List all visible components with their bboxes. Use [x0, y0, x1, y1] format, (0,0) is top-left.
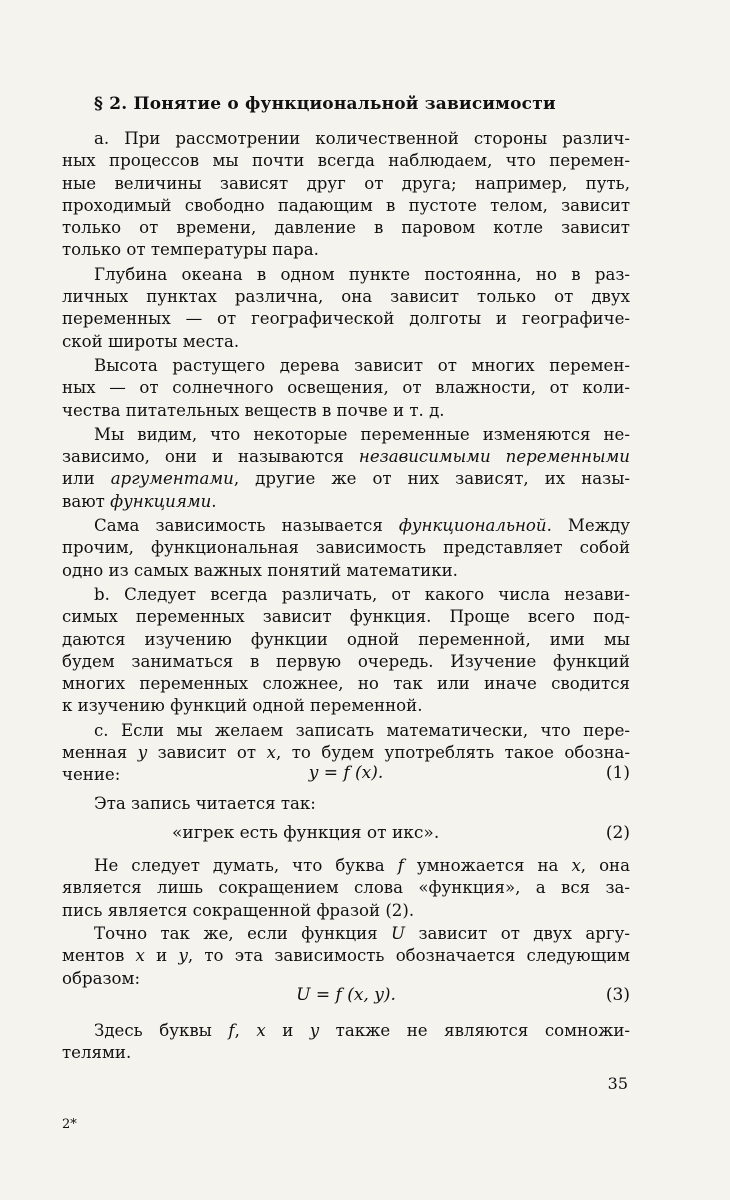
- formula-expression: y = f (x).: [308, 763, 384, 783]
- paragraph-b: [62, 584, 630, 718]
- text-line: менная y зависит от x, то будем употреблять такое обозна-: [62, 743, 631, 763]
- paragraph-two-args: [62, 923, 630, 990]
- text-line: к изучению функций одной переменной.: [62, 696, 423, 716]
- text-line: прочим, функциональная зависимость представляет собой: [62, 538, 630, 558]
- text-line: b. Следует всегда различать, от какого числа незави-: [94, 584, 630, 604]
- text-line: телями.: [62, 1043, 132, 1063]
- text-line: или аргументами, другие же от них зависят, их назы-: [62, 469, 631, 489]
- text-line: Не следует думать, что буква f умножается на x, она: [94, 856, 631, 875]
- text-line: чества питательных веществ в почве и т. д.: [62, 400, 445, 420]
- text-line: даются изучению функции одной переменной, ими мы: [62, 629, 630, 649]
- text-line: Точно так же, если функция U зависит от двух аргу-: [94, 924, 630, 943]
- paragraph-variables: [62, 424, 630, 513]
- text-line: ных процессов мы почти всегда наблюдаем, что перемен-: [62, 151, 630, 171]
- text-line: ных — от солнечного освещения, от влажности, от коли-: [62, 378, 630, 398]
- text-line: ской широты места.: [62, 331, 240, 351]
- text-line: многих переменных сложнее, но так или иначе сводится: [62, 674, 630, 694]
- text-line: Здесь буквы f, x и y также не являются сомножи-: [94, 1021, 630, 1040]
- section-heading: § 2. Понятие о функциональной зависимости: [94, 94, 556, 114]
- text-line: Сама зависимость называется функциональной. Между: [94, 516, 630, 536]
- formula-intro: [62, 793, 630, 815]
- text-line: Высота растущего дерева зависит от многих перемен-: [94, 355, 630, 375]
- text-line: только от времени, давление в паровом котле зависит: [62, 218, 630, 238]
- text-line: пись является сокращенной фразой (2).: [62, 900, 415, 920]
- text-line: вают функциями.: [62, 491, 217, 511]
- text-line: Эта запись читается так:: [94, 794, 316, 813]
- signature-mark: 2*: [62, 1117, 77, 1132]
- text-line: является лишь сокращением слова «функция», а вся за-: [62, 878, 630, 898]
- paragraph-f-explanation: [62, 855, 630, 922]
- text-line: личных пунктах различна, она зависит только от двух: [62, 287, 630, 307]
- paragraph-dependency: [62, 515, 630, 582]
- text-line: зависимо, они и называются независимыми переменными: [62, 447, 630, 467]
- text-line: Мы видим, что некоторые переменные изменяются не-: [94, 424, 630, 444]
- text-line: только от температуры пара.: [62, 240, 319, 260]
- paragraph-ocean: [62, 264, 630, 353]
- text-line: ментов x и y, то эта зависимость обозначается следующим: [62, 946, 631, 966]
- body-text: [62, 128, 630, 787]
- text-line: одно из самых важных понятий математики.: [62, 560, 458, 580]
- paragraph-tree: [62, 355, 630, 422]
- equation-number: (1): [605, 763, 630, 783]
- equation-number: (3): [605, 985, 630, 1005]
- paragraph-a: [62, 128, 630, 262]
- text-line: Глубина океана в одном пункте постоянна, но в раз-: [94, 264, 630, 284]
- text-line: переменных — от географической долготы и географиче-: [62, 309, 630, 329]
- text-line: симых переменных зависит функция. Проще всего под-: [62, 607, 630, 627]
- equation-number: (2): [605, 823, 630, 843]
- text-line: образом:: [62, 968, 141, 988]
- formula-expression: U = f (x, y).: [296, 985, 396, 1005]
- page-number: 35: [607, 1074, 628, 1093]
- text-line: а. При рассмотрении количественной стороны различ-: [94, 129, 630, 148]
- text-line: с. Если мы желаем записать математически, что пере-: [94, 720, 630, 740]
- text-line: ные величины зависят друг от друга; например, путь,: [62, 173, 630, 193]
- text-line: чение:: [62, 765, 121, 785]
- paragraph-last: [62, 1020, 630, 1065]
- text-line: проходимый свободно падающим в пустоте телом, зависит: [62, 195, 630, 215]
- text-line: будем заниматься в первую очередь. Изучение функций: [62, 651, 630, 671]
- formula-expression: «игрек есть функция от икс».: [172, 823, 440, 843]
